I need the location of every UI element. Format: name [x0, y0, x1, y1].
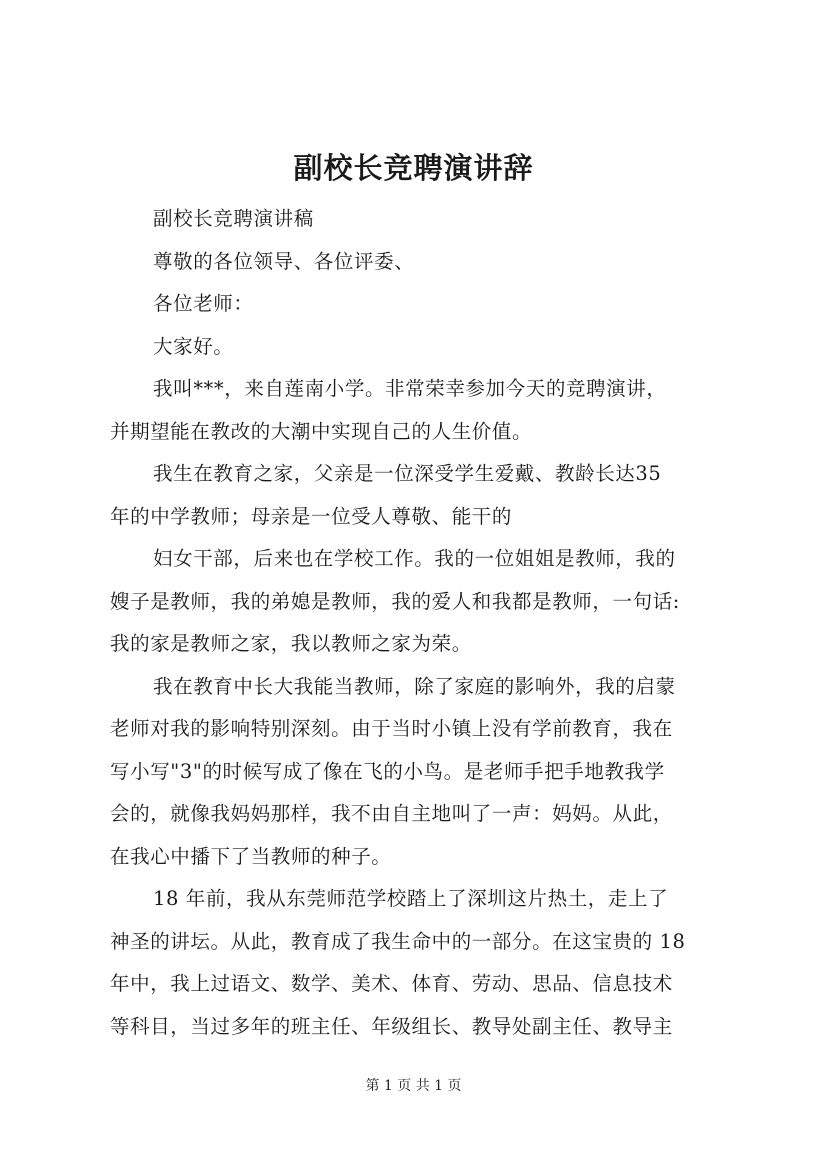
text-line: 我叫***，来自莲南小学。非常荣幸参加今天的竞聘演讲，: [153, 377, 667, 400]
text-line: 神圣的讲坛。从此，教育成了我生命中的一部分。在这宝贵的 18: [110, 929, 686, 953]
text-line: 我的家是教师之家，我以教师之家为荣。: [110, 632, 472, 655]
text-line: 写小写"3"的时候写成了像在飞的小鸟。是老师手把手地教我学: [110, 759, 665, 783]
page-footer: 第 1 页 共 1 页: [365, 1078, 462, 1094]
document-title: 副校长竞聘演讲辞: [293, 151, 534, 185]
text-line: 我生在教育之家，父亲是一位深受学生爱戴、教龄长达35: [153, 462, 662, 485]
text-line: 副校长竞聘演讲稿: [153, 207, 314, 230]
text-line: 老师对我的影响特别深刻。由于当时小镇上没有学前教育，我在: [110, 717, 673, 740]
text-line: 会的，就像我妈妈那样，我不由自主地叫了一声：妈妈。从此，: [110, 802, 673, 825]
text-line: 年的中学教师；母亲是一位受人尊敬、能干的: [110, 504, 513, 528]
text-line: 18 年前，我从东莞师范学校踏上了深圳这片热土，走上了: [153, 887, 669, 910]
text-line: 大家好。: [153, 334, 234, 358]
text-line: 等科目，当过多年的班主任、年级组长、教导处副主任、教导主: [110, 1014, 673, 1038]
text-line: 年中，我上过语文、数学、美术、体育、劳动、思品、信息技术: [110, 972, 673, 995]
text-line: 我在教育中长大我能当教师，除了家庭的影响外，我的启蒙: [153, 674, 676, 698]
document-body: [110, 198, 720, 1048]
text-line: 并期望能在教改的大潮中实现自己的人生价值。: [110, 419, 533, 443]
text-line: 尊敬的各位领导、各位评委、: [153, 249, 415, 273]
text-line: 嫂子是教师，我的弟媳是教师，我的爱人和我都是教师，一句话:: [110, 589, 680, 613]
text-line: 在我心中播下了当教师的种子。: [110, 844, 392, 868]
text-line: 各位老师：: [153, 292, 254, 315]
text-line: 妇女干部，后来也在学校工作。我的一位姐姐是教师，我的: [153, 547, 676, 570]
